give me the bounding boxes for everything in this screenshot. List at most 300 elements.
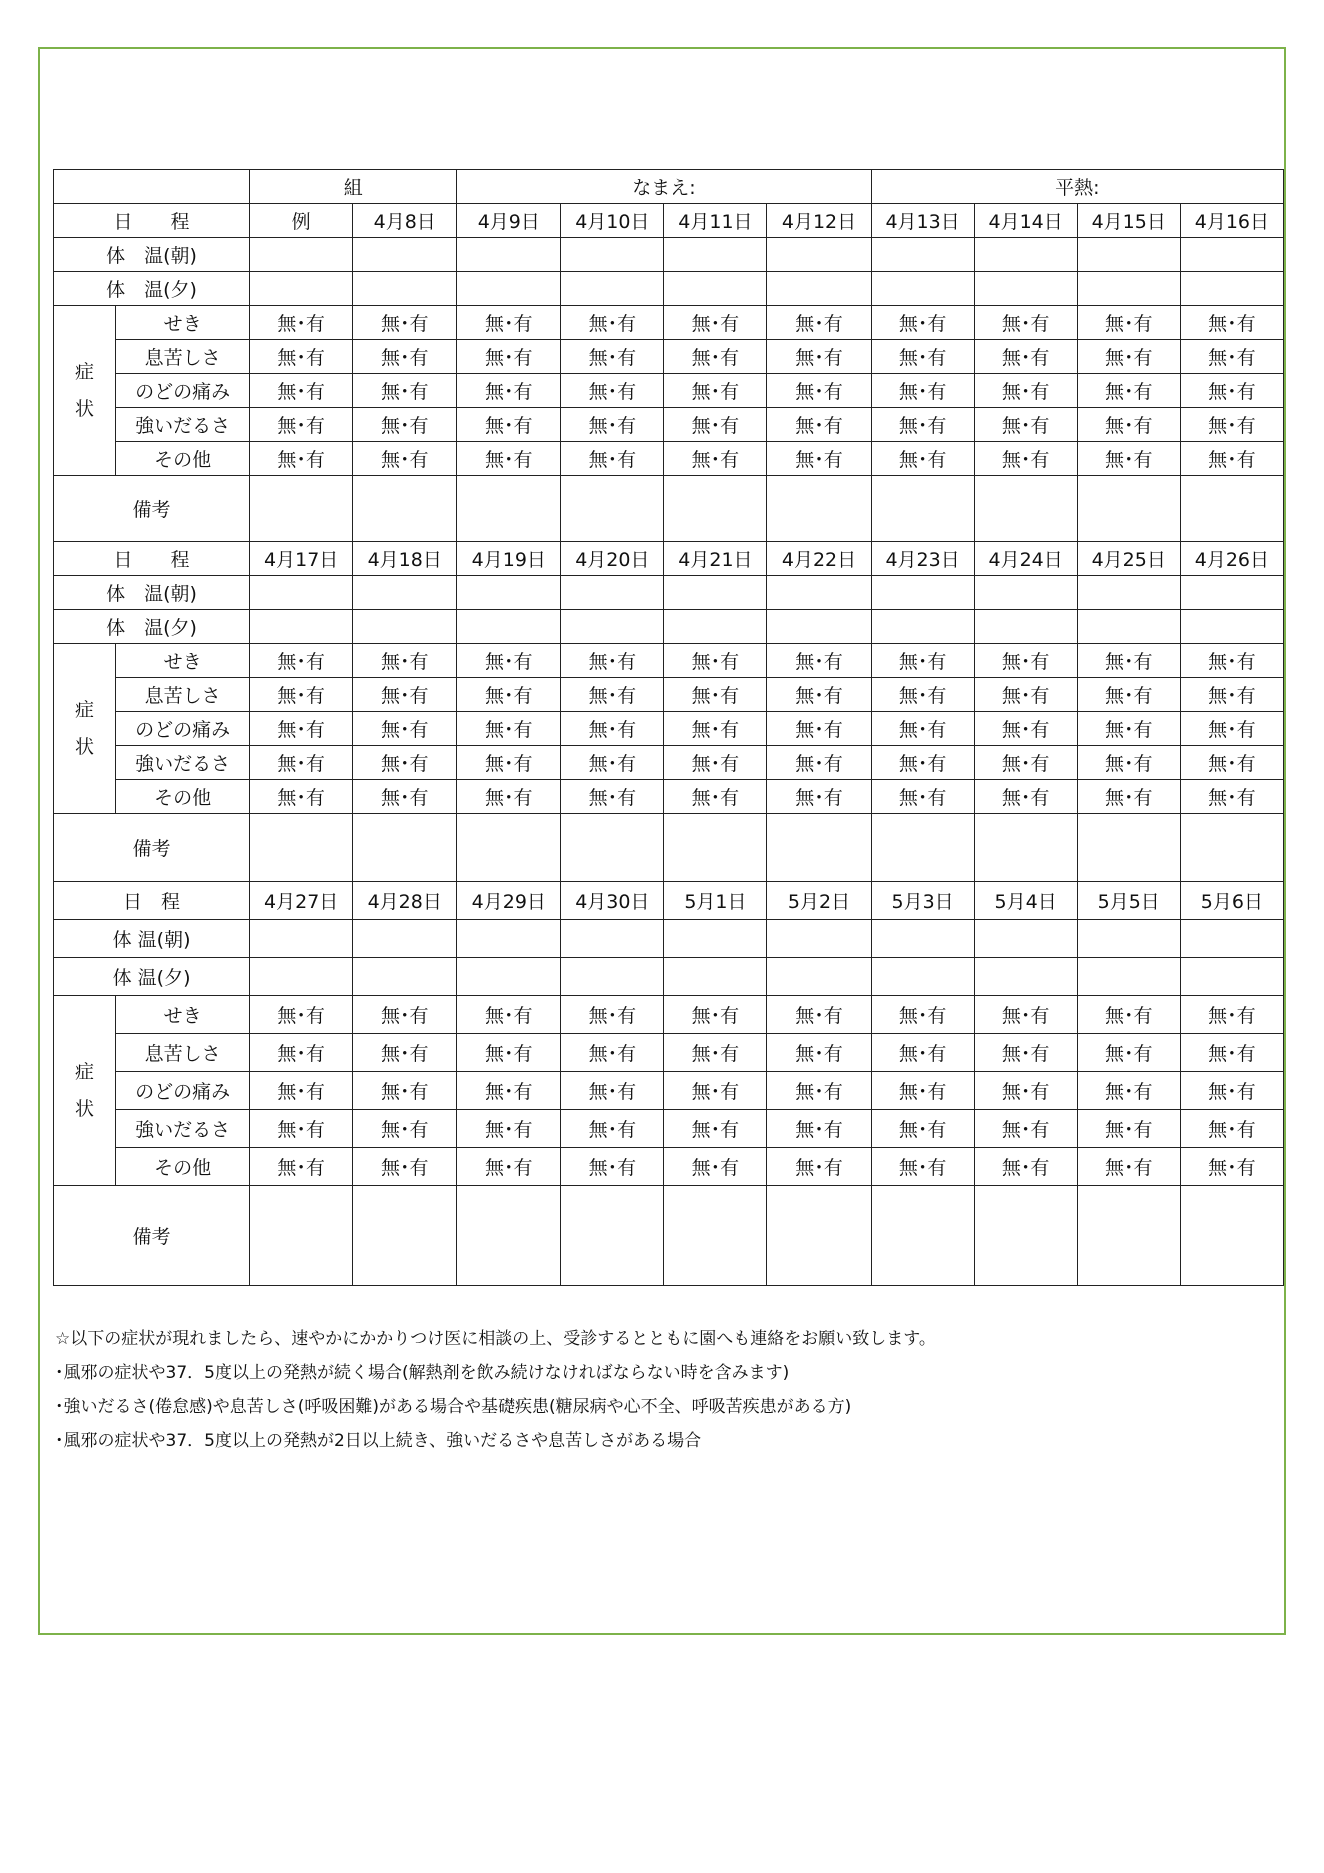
note-line: ･風邪の症状や37．5度以上の発熱が2日以上続き、強いだるさや息苦しさがある場合 — [55, 1431, 702, 1451]
temp-morning-input[interactable] — [561, 920, 664, 958]
symptom-choice[interactable]: 無･有 — [767, 996, 871, 1034]
temp-morning-input[interactable] — [664, 238, 767, 272]
table-row — [54, 374, 1284, 408]
date-header: 4月24日 — [974, 542, 1077, 576]
temp-morning-input[interactable] — [871, 576, 974, 610]
symptom-name: 強いだるさ — [116, 408, 250, 442]
temp-morning-input[interactable] — [561, 238, 664, 272]
symptom-choice[interactable]: 無･有 — [974, 678, 1077, 712]
symptom-choice[interactable]: 無･有 — [664, 644, 767, 678]
temp-evening-input[interactable] — [664, 272, 767, 306]
temp-evening-label: 体 温(夕) — [54, 610, 250, 644]
table-row — [54, 204, 1284, 238]
temp-evening-input[interactable] — [457, 272, 561, 306]
temp-morning-input[interactable] — [1077, 576, 1180, 610]
symptom-choice[interactable]: 無･有 — [1077, 746, 1180, 780]
date-header: 4月15日 — [1077, 204, 1180, 238]
table-row — [54, 442, 1284, 476]
symptom-choice[interactable]: 無･有 — [1077, 780, 1180, 814]
symptom-choice[interactable]: 無･有 — [457, 340, 561, 374]
date-header: 4月8日 — [353, 204, 457, 238]
symptom-choice[interactable]: 無･有 — [457, 678, 561, 712]
symptom-choice[interactable]: 無･有 — [1180, 644, 1283, 678]
symptom-choice[interactable]: 無･有 — [871, 644, 974, 678]
temp-evening-input[interactable] — [353, 272, 457, 306]
symptom-choice[interactable]: 無･有 — [974, 780, 1077, 814]
symptom-choice[interactable]: 無･有 — [457, 1148, 561, 1186]
temp-evening-input[interactable] — [767, 610, 871, 644]
symptom-choice[interactable]: 無･有 — [250, 340, 353, 374]
date-header: 4月23日 — [871, 542, 974, 576]
temp-evening-input[interactable] — [561, 272, 664, 306]
symptoms-label — [54, 306, 116, 476]
symptoms-label-char: 症 — [75, 699, 95, 722]
remarks-input[interactable] — [353, 476, 457, 542]
health-check-table — [53, 169, 1284, 1286]
symptom-choice[interactable]: 無･有 — [664, 374, 767, 408]
symptom-choice[interactable]: 無･有 — [871, 1148, 974, 1186]
temp-morning-input[interactable] — [974, 920, 1077, 958]
temp-evening-input[interactable] — [767, 272, 871, 306]
symptom-choice[interactable]: 無･有 — [871, 408, 974, 442]
table-row — [54, 340, 1284, 374]
date-header: 4月20日 — [561, 542, 664, 576]
symptom-choice[interactable]: 無･有 — [250, 678, 353, 712]
temp-evening-input[interactable] — [664, 610, 767, 644]
remarks-input[interactable] — [250, 1186, 353, 1286]
symptom-choice[interactable]: 無･有 — [1077, 644, 1180, 678]
symptom-choice[interactable]: 無･有 — [664, 340, 767, 374]
symptom-choice[interactable]: 無･有 — [1180, 1148, 1283, 1186]
symptom-choice[interactable]: 無･有 — [871, 306, 974, 340]
symptom-choice[interactable]: 無･有 — [664, 746, 767, 780]
symptom-choice[interactable]: 無･有 — [871, 712, 974, 746]
symptom-choice[interactable]: 無･有 — [974, 340, 1077, 374]
symptom-choice[interactable]: 無･有 — [1077, 1110, 1180, 1148]
remarks-input[interactable] — [353, 814, 457, 882]
symptom-choice[interactable]: 無･有 — [1180, 1072, 1283, 1110]
symptom-choice[interactable]: 無･有 — [974, 1034, 1077, 1072]
temp-evening-input[interactable] — [1180, 272, 1283, 306]
symptom-choice[interactable]: 無･有 — [250, 712, 353, 746]
symptom-choice[interactable]: 無･有 — [1077, 306, 1180, 340]
symptom-choice[interactable]: 無･有 — [1077, 442, 1180, 476]
temp-evening-input[interactable] — [974, 272, 1077, 306]
remarks-input[interactable] — [457, 476, 561, 542]
symptom-choice[interactable]: 無･有 — [1180, 306, 1283, 340]
symptom-choice[interactable]: 無･有 — [664, 996, 767, 1034]
symptom-choice[interactable]: 無･有 — [871, 746, 974, 780]
symptom-choice[interactable]: 無･有 — [974, 408, 1077, 442]
symptom-choice[interactable]: 無･有 — [871, 1072, 974, 1110]
symptom-choice[interactable]: 無･有 — [561, 442, 664, 476]
symptom-choice[interactable]: 無･有 — [664, 306, 767, 340]
symptom-choice[interactable]: 無･有 — [250, 644, 353, 678]
symptom-choice[interactable]: 無･有 — [974, 996, 1077, 1034]
symptom-choice[interactable]: 無･有 — [561, 1072, 664, 1110]
symptom-choice[interactable]: 無･有 — [664, 442, 767, 476]
symptom-choice[interactable]: 無･有 — [974, 1110, 1077, 1148]
symptom-name: 息苦しさ — [116, 1034, 250, 1072]
class-field[interactable]: 組 — [250, 170, 457, 204]
symptom-choice[interactable]: 無･有 — [767, 442, 871, 476]
schedule-label: 日 程 — [54, 542, 250, 576]
symptom-choice[interactable]: 無･有 — [353, 678, 457, 712]
remarks-input[interactable] — [353, 1186, 457, 1286]
temp-morning-input[interactable] — [353, 576, 457, 610]
symptom-choice[interactable]: 無･有 — [1180, 408, 1283, 442]
symptom-choice[interactable]: 無･有 — [664, 678, 767, 712]
schedule-label: 日 程 — [54, 204, 250, 238]
symptom-choice[interactable]: 無･有 — [250, 1034, 353, 1072]
symptom-choice[interactable]: 無･有 — [871, 442, 974, 476]
temp-morning-input[interactable] — [974, 238, 1077, 272]
symptom-choice[interactable]: 無･有 — [1180, 780, 1283, 814]
symptom-choice[interactable]: 無･有 — [250, 408, 353, 442]
temp-evening-input[interactable] — [457, 610, 561, 644]
symptom-choice[interactable]: 無･有 — [353, 746, 457, 780]
symptom-choice[interactable]: 無･有 — [353, 1148, 457, 1186]
symptom-choice[interactable]: 無･有 — [1180, 996, 1283, 1034]
symptom-choice[interactable]: 無･有 — [1077, 678, 1180, 712]
temp-evening-input[interactable] — [353, 958, 457, 996]
symptom-choice[interactable]: 無･有 — [1180, 678, 1283, 712]
symptom-choice[interactable]: 無･有 — [767, 746, 871, 780]
date-header: 4月10日 — [561, 204, 664, 238]
remarks-input[interactable] — [561, 476, 664, 542]
symptom-choice[interactable]: 無･有 — [767, 1148, 871, 1186]
table-row — [54, 882, 1284, 920]
temp-evening-input[interactable] — [1180, 958, 1283, 996]
date-header: 4月28日 — [353, 882, 457, 920]
remarks-input[interactable] — [871, 1186, 974, 1286]
symptom-choice[interactable]: 無･有 — [457, 1034, 561, 1072]
symptom-choice[interactable]: 無･有 — [974, 306, 1077, 340]
table-row — [54, 170, 1284, 204]
symptom-choice[interactable]: 無･有 — [974, 374, 1077, 408]
symptom-name: 強いだるさ — [116, 1110, 250, 1148]
date-header: 5月5日 — [1077, 882, 1180, 920]
symptom-choice[interactable]: 無･有 — [561, 306, 664, 340]
temp-morning-input[interactable] — [1180, 920, 1283, 958]
date-header: 5月2日 — [767, 882, 871, 920]
remarks-input[interactable] — [1077, 814, 1180, 882]
date-header: 4月22日 — [767, 542, 871, 576]
symptom-choice[interactable]: 無･有 — [767, 1034, 871, 1072]
remarks-input[interactable] — [767, 476, 871, 542]
temp-evening-input[interactable] — [250, 958, 353, 996]
symptom-choice[interactable]: 無･有 — [353, 996, 457, 1034]
note-line: ☆以下の症状が現れましたら、速やかにかかりつけ医に相談の上、受診するとともに園へも連絡をお願い致します。 — [55, 1329, 936, 1349]
temp-evening-input[interactable] — [353, 610, 457, 644]
symptom-choice[interactable]: 無･有 — [457, 306, 561, 340]
symptom-choice[interactable]: 無･有 — [561, 644, 664, 678]
temp-evening-label: 体 温(夕) — [54, 272, 250, 306]
remarks-input[interactable] — [1180, 1186, 1283, 1286]
remarks-input[interactable] — [1180, 476, 1283, 542]
symptom-choice[interactable]: 無･有 — [871, 678, 974, 712]
remarks-input[interactable] — [250, 476, 353, 542]
symptom-choice[interactable]: 無･有 — [561, 746, 664, 780]
table-row — [54, 408, 1284, 442]
temp-morning-input[interactable] — [561, 576, 664, 610]
temp-morning-input[interactable] — [353, 238, 457, 272]
temp-morning-input[interactable] — [767, 576, 871, 610]
temp-evening-label: 体 温(夕) — [54, 958, 250, 996]
temp-morning-label: 体 温(朝) — [54, 238, 250, 272]
symptom-choice[interactable]: 無･有 — [1077, 1072, 1180, 1110]
symptom-choice[interactable]: 無･有 — [1180, 1034, 1283, 1072]
symptom-choice[interactable]: 無･有 — [353, 442, 457, 476]
symptom-choice[interactable]: 無･有 — [250, 746, 353, 780]
symptom-choice[interactable]: 無･有 — [250, 1072, 353, 1110]
symptom-choice[interactable]: 無･有 — [353, 1072, 457, 1110]
symptom-choice[interactable]: 無･有 — [974, 442, 1077, 476]
symptom-choice[interactable]: 無･有 — [457, 644, 561, 678]
symptom-choice[interactable]: 無･有 — [974, 644, 1077, 678]
remarks-input[interactable] — [974, 1186, 1077, 1286]
symptom-choice[interactable]: 無･有 — [664, 408, 767, 442]
symptom-choice[interactable]: 無･有 — [457, 780, 561, 814]
temp-morning-input[interactable] — [871, 920, 974, 958]
symptom-choice[interactable]: 無･有 — [1180, 712, 1283, 746]
temp-morning-input[interactable] — [664, 920, 767, 958]
temp-evening-input[interactable] — [767, 958, 871, 996]
symptom-choice[interactable]: 無･有 — [457, 712, 561, 746]
symptom-choice[interactable]: 無･有 — [767, 306, 871, 340]
temp-evening-input[interactable] — [457, 958, 561, 996]
symptom-choice[interactable]: 無･有 — [974, 746, 1077, 780]
table-row — [54, 746, 1284, 780]
symptom-choice[interactable]: 無･有 — [561, 1148, 664, 1186]
temp-evening-input[interactable] — [250, 272, 353, 306]
temp-morning-input[interactable] — [353, 920, 457, 958]
symptoms-label-char: 症 — [75, 1061, 95, 1084]
temp-morning-input[interactable] — [871, 238, 974, 272]
symptom-choice[interactable]: 無･有 — [250, 996, 353, 1034]
symptom-choice[interactable]: 無･有 — [1180, 374, 1283, 408]
remarks-input[interactable] — [1077, 476, 1180, 542]
symptom-choice[interactable]: 無･有 — [1180, 746, 1283, 780]
date-header: 例 — [250, 204, 353, 238]
symptom-choice[interactable]: 無･有 — [353, 780, 457, 814]
temp-evening-input[interactable] — [561, 610, 664, 644]
symptom-choice[interactable]: 無･有 — [250, 1110, 353, 1148]
table-row — [54, 1148, 1284, 1186]
table-row — [54, 542, 1284, 576]
date-header: 4月9日 — [457, 204, 561, 238]
temp-morning-input[interactable] — [767, 920, 871, 958]
symptom-choice[interactable]: 無･有 — [561, 1110, 664, 1148]
remarks-input[interactable] — [767, 814, 871, 882]
remarks-input[interactable] — [1077, 1186, 1180, 1286]
symptom-choice[interactable]: 無･有 — [250, 442, 353, 476]
remarks-input[interactable] — [871, 476, 974, 542]
symptom-choice[interactable]: 無･有 — [457, 996, 561, 1034]
remarks-input[interactable] — [767, 1186, 871, 1286]
symptom-choice[interactable]: 無･有 — [353, 1034, 457, 1072]
symptom-choice[interactable]: 無･有 — [664, 712, 767, 746]
temp-evening-input[interactable] — [871, 958, 974, 996]
remarks-input[interactable] — [561, 814, 664, 882]
symptom-choice[interactable]: 無･有 — [457, 1072, 561, 1110]
symptom-choice[interactable]: 無･有 — [767, 1072, 871, 1110]
temp-morning-input[interactable] — [250, 920, 353, 958]
symptom-choice[interactable]: 無･有 — [250, 306, 353, 340]
symptom-choice[interactable]: 無･有 — [457, 374, 561, 408]
table-row — [54, 576, 1284, 610]
symptom-name: 息苦しさ — [116, 678, 250, 712]
symptom-choice[interactable]: 無･有 — [561, 408, 664, 442]
symptoms-label — [54, 644, 116, 814]
symptom-choice[interactable]: 無･有 — [871, 996, 974, 1034]
table-row — [54, 958, 1284, 996]
date-header: 4月26日 — [1180, 542, 1283, 576]
symptom-choice[interactable]: 無･有 — [767, 712, 871, 746]
date-header: 4月19日 — [457, 542, 561, 576]
remarks-input[interactable] — [664, 476, 767, 542]
remarks-input[interactable] — [561, 1186, 664, 1286]
remarks-input[interactable] — [1180, 814, 1283, 882]
symptoms-label — [54, 996, 116, 1186]
symptom-choice[interactable]: 無･有 — [561, 374, 664, 408]
temp-morning-input[interactable] — [250, 576, 353, 610]
symptom-choice[interactable]: 無･有 — [250, 374, 353, 408]
normal-temp-field[interactable]: 平熱: — [871, 170, 1283, 204]
temp-evening-input[interactable] — [1077, 958, 1180, 996]
symptom-choice[interactable]: 無･有 — [353, 644, 457, 678]
remarks-input[interactable] — [664, 1186, 767, 1286]
symptom-choice[interactable]: 無･有 — [871, 780, 974, 814]
symptom-choice[interactable]: 無･有 — [457, 746, 561, 780]
symptom-choice[interactable]: 無･有 — [664, 1148, 767, 1186]
table-row — [54, 1186, 1284, 1286]
table-row — [54, 644, 1284, 678]
symptom-choice[interactable]: 無･有 — [1077, 1034, 1180, 1072]
symptom-choice[interactable]: 無･有 — [1077, 996, 1180, 1034]
temp-morning-input[interactable] — [1077, 920, 1180, 958]
temp-morning-input[interactable] — [767, 238, 871, 272]
symptom-choice[interactable]: 無･有 — [353, 712, 457, 746]
table-row — [54, 678, 1284, 712]
symptom-choice[interactable]: 無･有 — [353, 1110, 457, 1148]
temp-morning-input[interactable] — [1077, 238, 1180, 272]
temp-evening-input[interactable] — [664, 958, 767, 996]
symptom-choice[interactable]: 無･有 — [767, 408, 871, 442]
symptom-name: せき — [116, 996, 250, 1034]
symptom-choice[interactable]: 無･有 — [974, 1148, 1077, 1186]
symptom-choice[interactable]: 無･有 — [871, 374, 974, 408]
symptom-choice[interactable]: 無･有 — [1180, 1110, 1283, 1148]
symptom-choice[interactable]: 無･有 — [250, 1148, 353, 1186]
symptom-choice[interactable]: 無･有 — [974, 1072, 1077, 1110]
symptom-choice[interactable]: 無･有 — [353, 374, 457, 408]
symptom-choice[interactable]: 無･有 — [1077, 1148, 1180, 1186]
remarks-input[interactable] — [871, 814, 974, 882]
symptom-choice[interactable]: 無･有 — [1077, 408, 1180, 442]
symptoms-label-char: 症 — [75, 361, 95, 384]
symptom-choice[interactable]: 無･有 — [561, 996, 664, 1034]
symptom-choice[interactable]: 無･有 — [353, 408, 457, 442]
symptom-choice[interactable]: 無･有 — [457, 442, 561, 476]
symptom-choice[interactable]: 無･有 — [1077, 712, 1180, 746]
symptom-choice[interactable]: 無･有 — [871, 340, 974, 374]
table-row — [54, 306, 1284, 340]
remarks-input[interactable] — [457, 1186, 561, 1286]
temp-evening-input[interactable] — [250, 610, 353, 644]
temp-morning-input[interactable] — [974, 576, 1077, 610]
symptom-choice[interactable]: 無･有 — [1077, 374, 1180, 408]
temp-evening-input[interactable] — [871, 272, 974, 306]
note-line: ･風邪の症状や37．5度以上の発熱が続く場合(解熱剤を飲み続けなければならない時を含みます) — [55, 1363, 790, 1383]
symptom-choice[interactable]: 無･有 — [767, 780, 871, 814]
name-field[interactable]: なまえ: — [457, 170, 871, 204]
table-row — [54, 996, 1284, 1034]
symptom-choice[interactable]: 無･有 — [561, 712, 664, 746]
symptom-choice[interactable]: 無･有 — [457, 408, 561, 442]
temp-evening-input[interactable] — [1077, 272, 1180, 306]
temp-evening-input[interactable] — [561, 958, 664, 996]
temp-morning-input[interactable] — [457, 576, 561, 610]
symptom-choice[interactable]: 無･有 — [767, 1110, 871, 1148]
symptom-choice[interactable]: 無･有 — [250, 780, 353, 814]
table-row — [54, 610, 1284, 644]
temp-morning-input[interactable] — [457, 920, 561, 958]
symptom-choice[interactable]: 無･有 — [664, 780, 767, 814]
symptom-choice[interactable]: 無･有 — [767, 374, 871, 408]
temp-evening-input[interactable] — [871, 610, 974, 644]
temp-morning-input[interactable] — [664, 576, 767, 610]
symptom-choice[interactable]: 無･有 — [561, 340, 664, 374]
symptom-choice[interactable]: 無･有 — [1180, 442, 1283, 476]
symptom-choice[interactable]: 無･有 — [767, 678, 871, 712]
symptom-choice[interactable]: 無･有 — [664, 1072, 767, 1110]
table-row — [54, 814, 1284, 882]
remarks-input[interactable] — [664, 814, 767, 882]
temp-morning-input[interactable] — [1180, 576, 1283, 610]
symptom-choice[interactable]: 無･有 — [353, 340, 457, 374]
symptom-name: のどの痛み — [116, 374, 250, 408]
symptom-choice[interactable]: 無･有 — [767, 340, 871, 374]
temp-morning-input[interactable] — [250, 238, 353, 272]
symptom-choice[interactable]: 無･有 — [871, 1110, 974, 1148]
remarks-input[interactable] — [250, 814, 353, 882]
temp-evening-input[interactable] — [974, 958, 1077, 996]
remarks-input[interactable] — [457, 814, 561, 882]
symptom-choice[interactable]: 無･有 — [1077, 340, 1180, 374]
remarks-input[interactable] — [974, 476, 1077, 542]
symptom-choice[interactable]: 無･有 — [561, 678, 664, 712]
remarks-input[interactable] — [974, 814, 1077, 882]
symptom-choice[interactable]: 無･有 — [664, 1110, 767, 1148]
symptom-choice[interactable]: 無･有 — [561, 780, 664, 814]
symptom-choice[interactable]: 無･有 — [664, 1034, 767, 1072]
symptom-choice[interactable]: 無･有 — [767, 644, 871, 678]
symptom-choice[interactable]: 無･有 — [871, 1034, 974, 1072]
temp-evening-input[interactable] — [974, 610, 1077, 644]
symptom-choice[interactable]: 無･有 — [974, 712, 1077, 746]
symptom-choice[interactable]: 無･有 — [457, 1110, 561, 1148]
temp-morning-input[interactable] — [1180, 238, 1283, 272]
symptom-choice[interactable]: 無･有 — [353, 306, 457, 340]
symptom-choice[interactable]: 無･有 — [1180, 340, 1283, 374]
temp-evening-input[interactable] — [1180, 610, 1283, 644]
temp-morning-input[interactable] — [457, 238, 561, 272]
table-row — [54, 780, 1284, 814]
schedule-label: 日 程 — [54, 882, 250, 920]
temp-evening-input[interactable] — [1077, 610, 1180, 644]
symptom-choice[interactable]: 無･有 — [561, 1034, 664, 1072]
